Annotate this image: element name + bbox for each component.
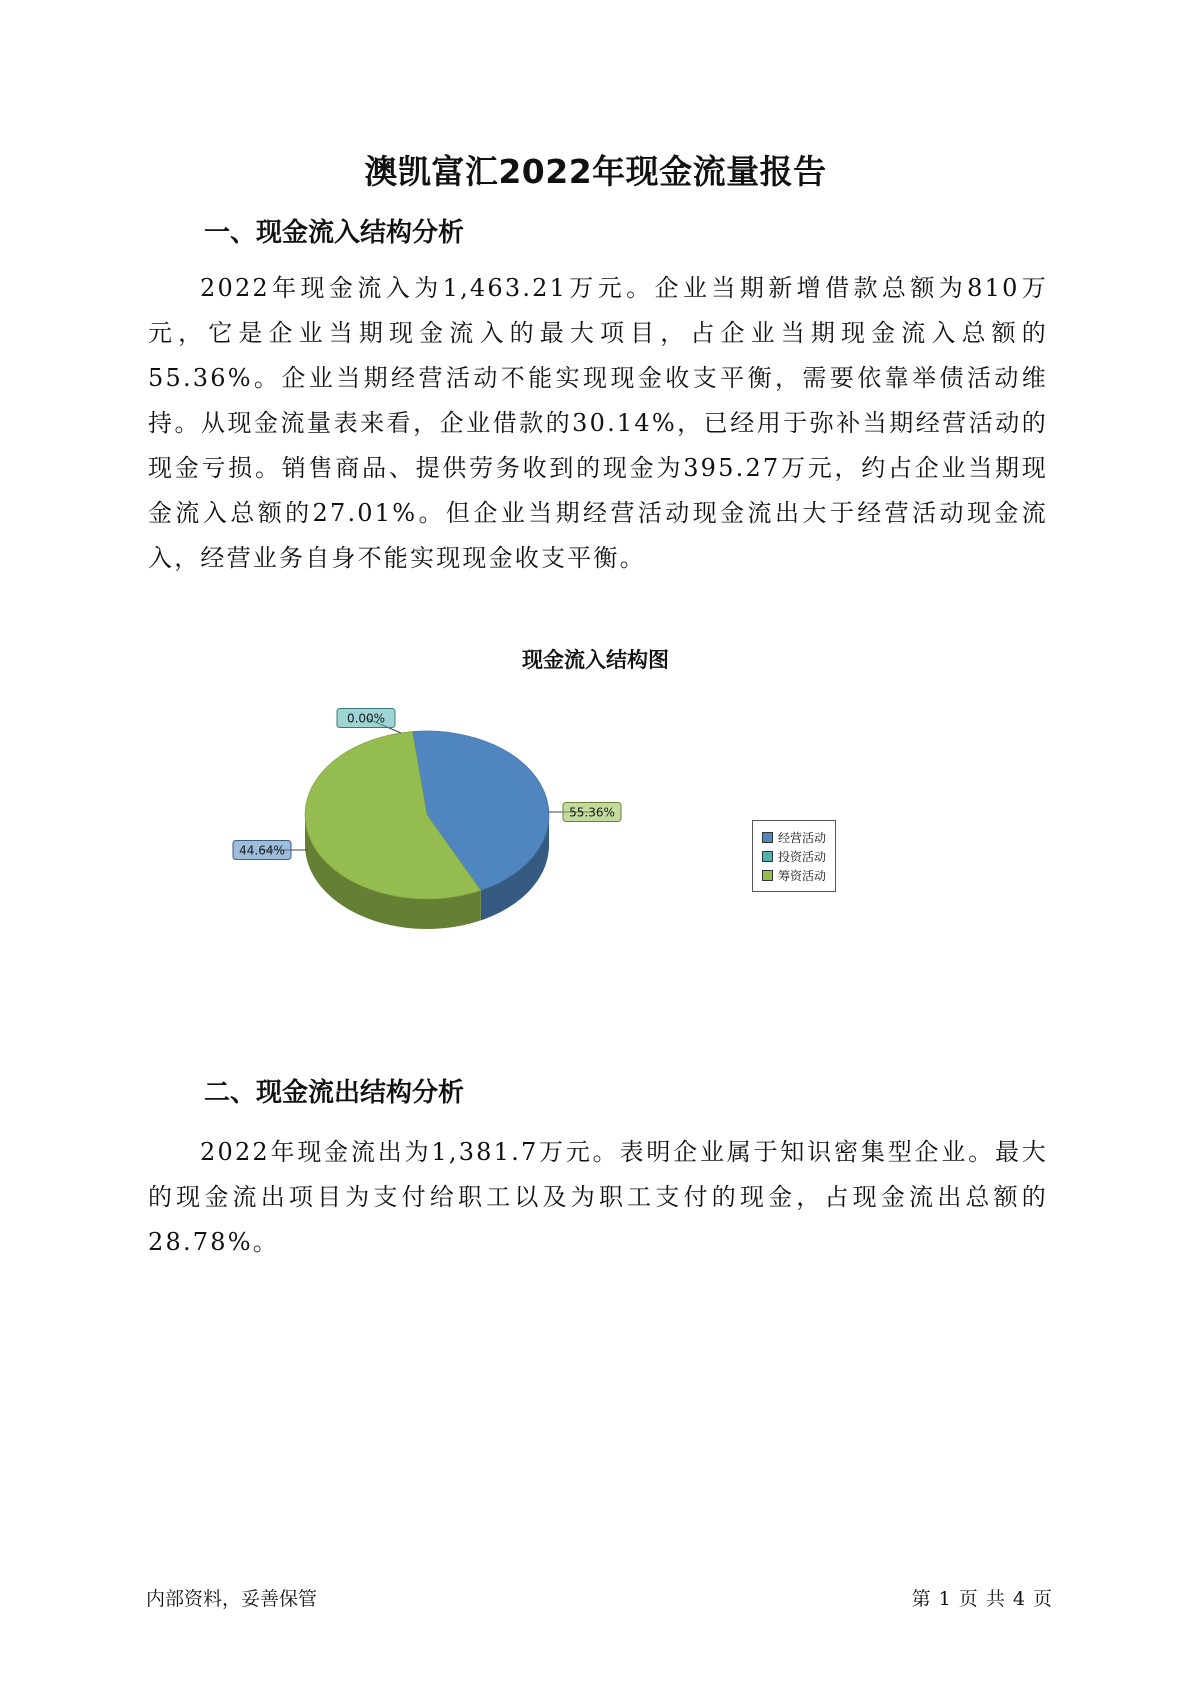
legend-swatch-2 [762,870,773,881]
document-title: 澳凯富汇2022年现金流量报告 [364,152,827,191]
data-label-0: 44.64% [239,843,285,858]
chart-legend [752,820,836,892]
footer-confidential-note: 内部资料，妥善保管 [146,1588,318,1610]
section-heading-inflow: 一、现金流入结构分析 [204,218,465,248]
footer-page-number: 第 1 页 共 4 页 [911,1588,1053,1610]
outflow-analysis-paragraph: 2022年现金流出为1,381.7万元。表明企业属于知识密集型企业。最大的现金流出项目为支付给职工以及为职工支付的现金，占现金流出总额的28.78%。 [148,1138,1048,1256]
legend-item-1 [762,847,835,866]
section-heading-outflow: 二、现金流出结构分析 [204,1078,465,1108]
data-label-1: 0.00% [346,711,386,726]
chart-title: 现金流入结构图 [522,648,669,672]
legend-swatch-1 [762,851,773,862]
legend-label-2: 筹资活动 [778,869,827,883]
legend-swatch-0 [762,832,773,843]
legend-item-2 [762,866,835,885]
legend-label-1: 投资活动 [778,850,827,864]
legend-label-0: 经营活动 [778,831,827,845]
data-label-2: 55.36% [569,805,615,820]
legend-item-0 [762,828,835,847]
inflow-analysis-paragraph: 2022年现金流入为1,463.21万元。企业当期新增借款总额为810万元，它是企业当期现金流入的最大项目，占企业当期现金流入总额的55.36%。企业当期经营活动不能实现现金收支平衡，需要依靠举债活动维持。从现金流量表来看，企业借款的30.14%，已经用于弥补当期经营活动的现金亏损。销售商品、提供劳务收到的现金为395.27万元，约占企业当期现金流入总额的27.01%。但企业当期经营活动现金流出大于经营活动现金流入，经营业务自身不能实现现金收支平衡。 [148,274,1048,572]
